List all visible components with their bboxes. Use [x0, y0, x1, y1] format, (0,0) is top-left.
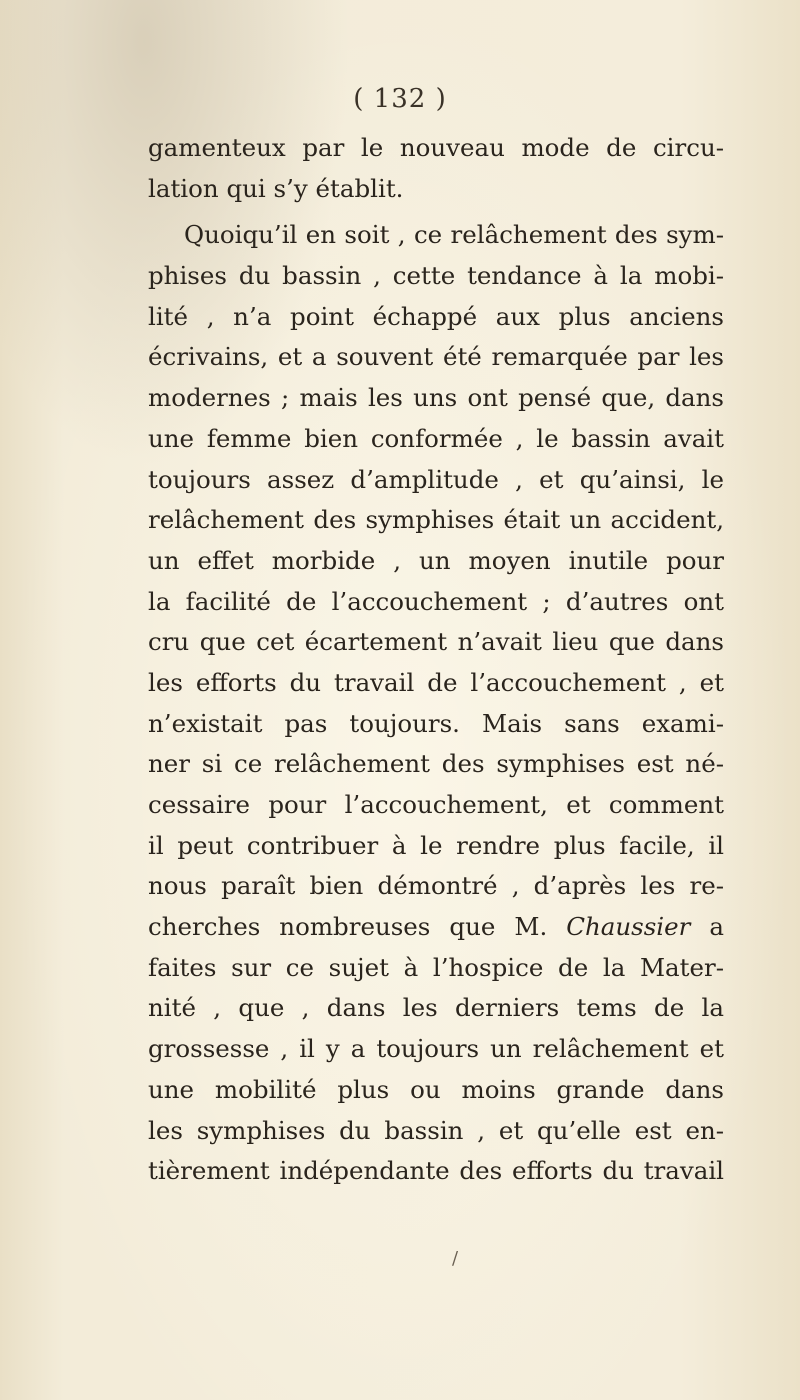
text-line: cessaire pour l’accouchement, et comment	[148, 790, 724, 819]
text-line: une mobilité plus ou moins grande dans	[148, 1074, 724, 1104]
text-line: toujours assez d’amplitude , et qu’ainsi, le	[148, 464, 724, 494]
text-line-with-name	[148, 907, 724, 948]
text-line: Quoiqu’il en soit , ce relâchement des sym-	[184, 220, 724, 250]
text-line: un effet morbide , un moyen inutile pour	[148, 545, 724, 575]
text-line: les symphises du bassin , et qu’elle est en-	[148, 1115, 724, 1145]
text-line: nous paraît bien démontré , d’après les re-	[148, 871, 724, 901]
text-line: faites sur ce sujet à l’hospice de la Mater-	[148, 952, 724, 982]
text-line: nité , que , dans les derniers tems de la	[148, 993, 724, 1023]
text-line: relâchement des symphises était un accident,	[148, 505, 724, 535]
text-line-start: cherches nombreuses que M.	[148, 912, 567, 942]
text-line: ner si ce relâchement des symphises est né-	[148, 749, 724, 779]
body-text	[148, 128, 724, 1192]
text-line-end: a	[690, 912, 724, 942]
text-line: il peut contribuer à le rendre plus facile, il	[148, 830, 724, 860]
text-line: une femme bien conformée , le bassin avait	[148, 423, 724, 453]
text-line: écrivains, et a souvent été remarquée par les	[148, 342, 724, 372]
stray-mark: /	[452, 1248, 459, 1269]
text-line: tièrement indépendante des efforts du travail	[148, 1156, 724, 1186]
text-line: les efforts du travail de l’accouchement , et	[148, 667, 724, 697]
text-line: la facilité de l’accouchement ; d’autres ont	[148, 586, 724, 616]
text-line: n’existait pas toujours. Mais sans exami-	[148, 708, 724, 738]
text-line: modernes ; mais les uns ont pensé que, dans	[148, 383, 724, 413]
text-line: phises du bassin , cette tendance à la mobi-	[148, 261, 724, 291]
author-name: Chaussier	[566, 912, 691, 942]
text-line: gamenteux par le nouveau mode de circu-	[148, 133, 724, 162]
text-line: lité , n’a point échappé aux plus anciens	[148, 301, 724, 331]
text-line: cru que cet écartement n’avait lieu que dans	[148, 627, 724, 657]
text-line: grossesse , il y a toujours un relâchement et	[148, 1034, 724, 1064]
page-number: ( 132 )	[353, 84, 447, 114]
text-line: lation qui s’y établit.	[148, 173, 404, 203]
